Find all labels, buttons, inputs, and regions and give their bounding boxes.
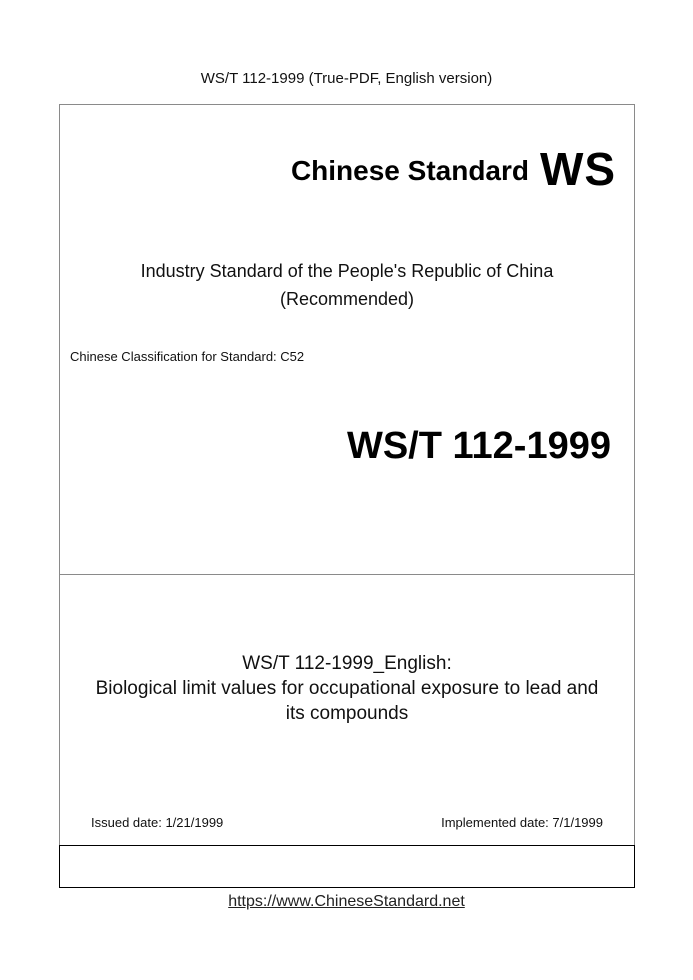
- implemented-date: Implemented date: 7/1/1999: [441, 815, 603, 830]
- document-title-line-3: its compounds: [285, 703, 409, 724]
- standard-label: Chinese Standard: [290, 155, 529, 186]
- page-header: WS/T 112-1999 (True-PDF, English version): [200, 70, 493, 87]
- industry-standard-line: Industry Standard of the People's Republic of China: [140, 261, 554, 281]
- issued-date: Issued date: 1/21/1999: [91, 815, 224, 830]
- document-title-line-1: WS/T 112-1999_English:: [242, 653, 452, 674]
- section-divider: [59, 574, 635, 575]
- cover-frame: [59, 104, 635, 888]
- document-title-line-2: Biological limit values for occupational exposure to lead and: [95, 678, 599, 699]
- document-number: WS/T 112-1999: [346, 425, 611, 467]
- footer-box: [59, 845, 635, 888]
- website-link[interactable]: https://www.ChineseStandard.net: [228, 893, 465, 910]
- recommended-line: (Recommended): [279, 289, 415, 309]
- ws-mark: WS: [540, 143, 617, 195]
- classification-text: Chinese Classification for Standard: C52: [70, 349, 305, 364]
